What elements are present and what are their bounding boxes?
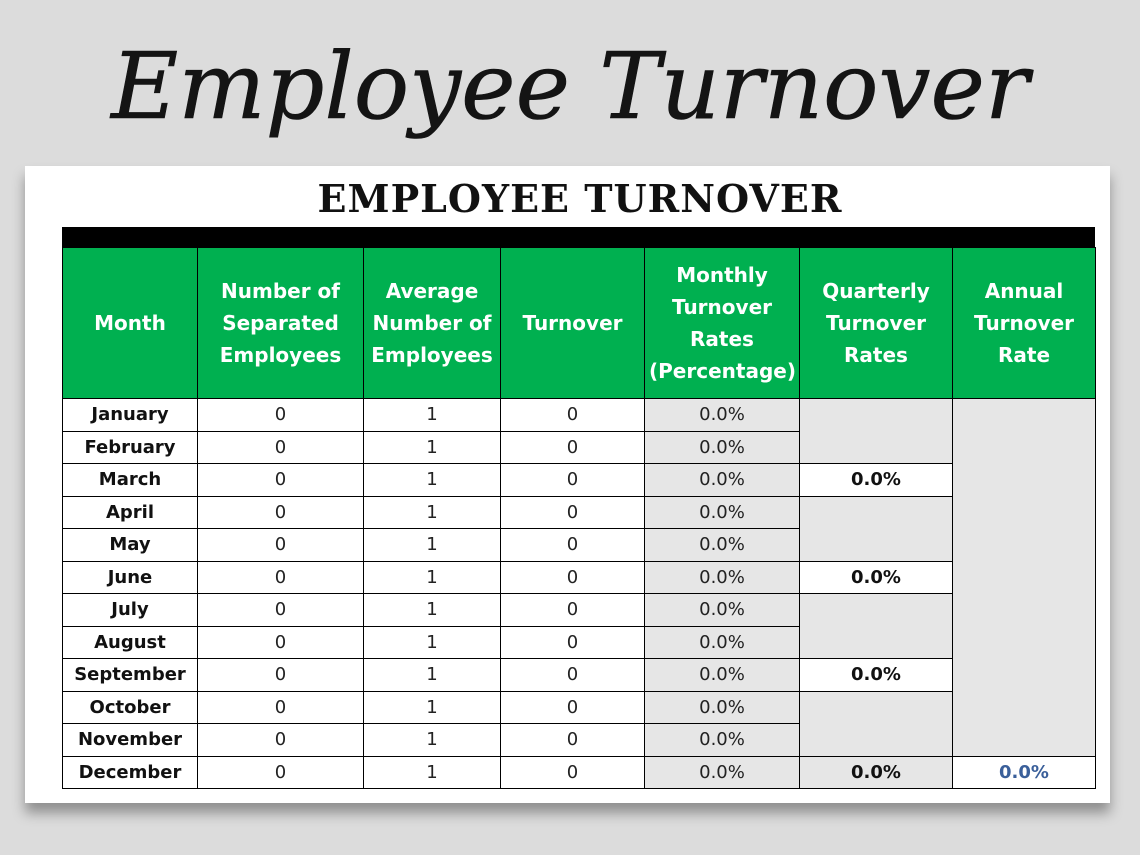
header-separated: Number of Separated Employees xyxy=(198,248,364,399)
month-cell: November xyxy=(63,724,198,757)
average-cell: 1 xyxy=(364,464,501,497)
header-average: Average Number of Employees xyxy=(364,248,501,399)
script-title-text: Employee Turnover xyxy=(111,33,1029,140)
average-cell: 1 xyxy=(364,659,501,692)
separated-cell: 0 xyxy=(198,529,364,562)
quarterly-blank-cell xyxy=(800,626,953,659)
header-month: Month xyxy=(63,248,198,399)
separated-cell: 0 xyxy=(198,659,364,692)
table-row xyxy=(63,464,1096,497)
monthly-rate-cell: 0.0% xyxy=(645,691,800,724)
annual-blank-cell xyxy=(953,561,1096,594)
monthly-rate-cell: 0.0% xyxy=(645,594,800,627)
separated-cell: 0 xyxy=(198,431,364,464)
header-turnover: Turnover xyxy=(501,248,645,399)
table-row xyxy=(63,756,1096,789)
turnover-cell: 0 xyxy=(501,561,645,594)
header-annual: Annual Turnover Rate xyxy=(953,248,1096,399)
header-row xyxy=(63,248,1096,399)
monthly-rate-cell: 0.0% xyxy=(645,431,800,464)
turnover-cell: 0 xyxy=(501,464,645,497)
average-cell: 1 xyxy=(364,496,501,529)
table-row xyxy=(63,626,1096,659)
month-cell: January xyxy=(63,399,198,432)
turnover-cell: 0 xyxy=(501,529,645,562)
annual-blank-cell xyxy=(953,399,1096,432)
quarterly-blank-cell xyxy=(800,399,953,432)
turnover-cell: 0 xyxy=(501,724,645,757)
separated-cell: 0 xyxy=(198,756,364,789)
turnover-cell: 0 xyxy=(501,691,645,724)
turnover-cell: 0 xyxy=(501,756,645,789)
script-title xyxy=(0,0,1140,170)
turnover-table xyxy=(62,247,1096,789)
table-row xyxy=(63,659,1096,692)
separated-cell: 0 xyxy=(198,496,364,529)
monthly-rate-cell: 0.0% xyxy=(645,496,800,529)
average-cell: 1 xyxy=(364,529,501,562)
month-cell: March xyxy=(63,464,198,497)
month-cell: June xyxy=(63,561,198,594)
average-cell: 1 xyxy=(364,594,501,627)
monthly-rate-cell: 0.0% xyxy=(645,756,800,789)
table-row xyxy=(63,561,1096,594)
annual-rate-cell: 0.0% xyxy=(953,756,1096,789)
annual-blank-cell xyxy=(953,464,1096,497)
table-row xyxy=(63,529,1096,562)
turnover-cell: 0 xyxy=(501,594,645,627)
quarterly-blank-cell xyxy=(800,496,953,529)
table-row xyxy=(63,724,1096,757)
turnover-cell: 0 xyxy=(501,399,645,432)
average-cell: 1 xyxy=(364,691,501,724)
average-cell: 1 xyxy=(364,561,501,594)
annual-blank-cell xyxy=(953,626,1096,659)
separated-cell: 0 xyxy=(198,464,364,497)
month-cell: September xyxy=(63,659,198,692)
annual-blank-cell xyxy=(953,594,1096,627)
average-cell: 1 xyxy=(364,431,501,464)
monthly-rate-cell: 0.0% xyxy=(645,724,800,757)
annual-blank-cell xyxy=(953,659,1096,692)
month-cell: August xyxy=(63,626,198,659)
month-cell: May xyxy=(63,529,198,562)
month-cell: July xyxy=(63,594,198,627)
quarterly-blank-cell xyxy=(800,691,953,724)
quarterly-rate-q1: 0.0% xyxy=(800,464,953,497)
annual-blank-cell xyxy=(953,496,1096,529)
annual-blank-cell xyxy=(953,529,1096,562)
separated-cell: 0 xyxy=(198,626,364,659)
separated-cell: 0 xyxy=(198,724,364,757)
monthly-rate-cell: 0.0% xyxy=(645,399,800,432)
turnover-cell: 0 xyxy=(501,659,645,692)
monthly-rate-cell: 0.0% xyxy=(645,626,800,659)
table-row xyxy=(63,399,1096,432)
table-row xyxy=(63,431,1096,464)
quarterly-rate-q4: 0.0% xyxy=(800,756,953,789)
month-cell: April xyxy=(63,496,198,529)
quarterly-blank-cell xyxy=(800,724,953,757)
header-quarterly: Quarterly Turnover Rates xyxy=(800,248,953,399)
title-divider-bar xyxy=(62,227,1095,247)
quarterly-rate-q2: 0.0% xyxy=(800,561,953,594)
annual-blank-cell xyxy=(953,691,1096,724)
turnover-cell: 0 xyxy=(501,626,645,659)
separated-cell: 0 xyxy=(198,691,364,724)
month-cell: February xyxy=(63,431,198,464)
average-cell: 1 xyxy=(364,626,501,659)
month-cell: October xyxy=(63,691,198,724)
quarterly-rate-q3: 0.0% xyxy=(800,659,953,692)
quarterly-blank-cell xyxy=(800,529,953,562)
annual-blank-cell xyxy=(953,431,1096,464)
quarterly-blank-cell xyxy=(800,594,953,627)
month-cell: December xyxy=(63,756,198,789)
monthly-rate-cell: 0.0% xyxy=(645,529,800,562)
average-cell: 1 xyxy=(364,724,501,757)
average-cell: 1 xyxy=(364,756,501,789)
quarterly-blank-cell xyxy=(800,431,953,464)
turnover-cell: 0 xyxy=(501,496,645,529)
table-row xyxy=(63,496,1096,529)
separated-cell: 0 xyxy=(198,561,364,594)
average-cell: 1 xyxy=(364,399,501,432)
annual-blank-cell xyxy=(953,724,1096,757)
separated-cell: 0 xyxy=(198,594,364,627)
table-row xyxy=(63,594,1096,627)
separated-cell: 0 xyxy=(198,399,364,432)
monthly-rate-cell: 0.0% xyxy=(645,464,800,497)
turnover-cell: 0 xyxy=(501,431,645,464)
header-monthly: Monthly Turnover Rates (Percentage) xyxy=(645,248,800,399)
table-row xyxy=(63,691,1096,724)
monthly-rate-cell: 0.0% xyxy=(645,659,800,692)
sheet-title: EMPLOYEE TURNOVER xyxy=(317,176,843,221)
monthly-rate-cell: 0.0% xyxy=(645,561,800,594)
